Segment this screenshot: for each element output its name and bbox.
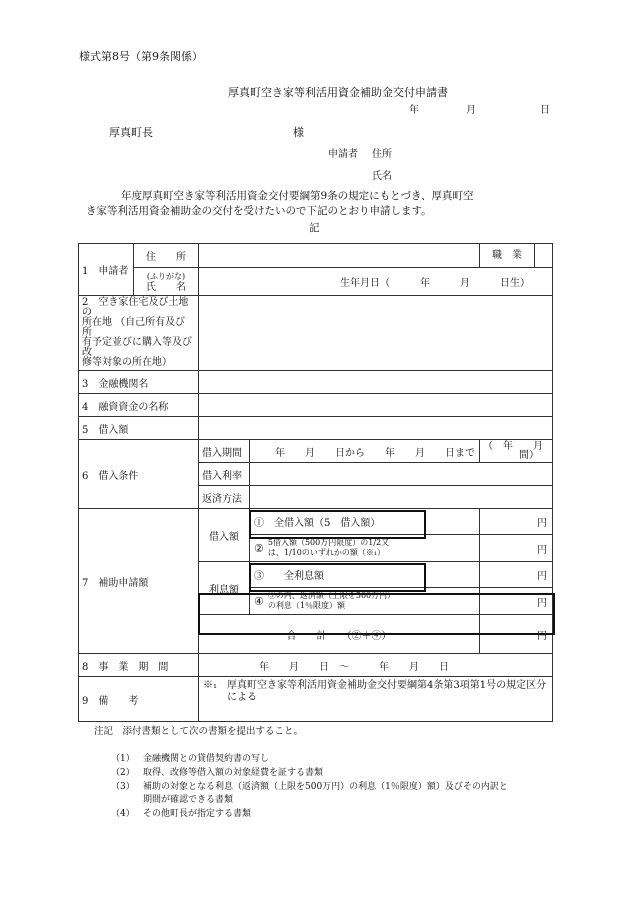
row4-label: 4 融資資金の名称	[79, 394, 199, 417]
note1-num: （1）	[111, 754, 135, 764]
application-table	[78, 243, 553, 722]
notes-intro: 注記 添付書類として次の書類を提出すること。	[94, 726, 304, 737]
item4-bold-box	[249, 563, 426, 592]
addressee: 厚真町長	[109, 126, 153, 139]
row7-item2-num: ②	[254, 541, 264, 555]
row7-loan-label: 借入額	[199, 509, 250, 562]
note3-num: （3）	[111, 782, 135, 792]
item2-bold-box	[249, 510, 426, 539]
applicant-label: 申請者	[328, 149, 358, 160]
row7-item1-label: ① 全借入額（5 借入額）	[250, 509, 480, 535]
row4-loan-name-field[interactable]	[199, 394, 553, 417]
row6-repay-field[interactable]	[250, 486, 553, 509]
row1-birthdate[interactable]: 生年月日（ 年 月 日生）	[199, 268, 553, 296]
row6-rate-field[interactable]	[250, 463, 553, 486]
row7-item3-label: ③ 全利息額	[250, 562, 480, 588]
name-label: 氏名	[372, 171, 392, 182]
total-bold-box	[198, 593, 555, 635]
row6-period-label: 借入期間	[199, 440, 250, 463]
row1-occupation-field[interactable]	[535, 244, 552, 267]
note2: 取得、改修等借入額の対象経費を証する書類	[143, 768, 324, 778]
row9-note: ※₁ 厚真町空き家等利活用資金補助金交付要綱第4条第3項第1号の規定区分 による	[199, 677, 553, 722]
row1-name-label: 氏 名	[146, 281, 186, 293]
row7-item1-yen[interactable]: 円	[480, 509, 553, 535]
row7-label: 7 補助申請額	[79, 509, 199, 654]
date-year: 年	[409, 105, 419, 116]
row7-total-label: 合 計 （②＋④）	[199, 615, 480, 654]
row7-item4-num: ④	[254, 594, 264, 608]
note2-num: （2）	[111, 768, 135, 778]
note3-line1: 補助の対象となる利息（返済額（上限を500万円）の利息（1％限度）額）及びその内訳と	[143, 782, 508, 792]
honorific: 様	[293, 126, 304, 139]
row6-repay-label: 返済方法	[199, 486, 250, 509]
note3-line2: 期間が確認できる書類	[143, 795, 234, 805]
row1-occupation-cell	[480, 244, 553, 268]
row6-rate-label: 借入利率	[199, 463, 250, 486]
row1-furigana: (ふりがな)	[146, 271, 186, 281]
date-day: 日	[540, 105, 550, 116]
row1-address-field[interactable]	[199, 244, 480, 268]
row2-location-field[interactable]	[199, 296, 553, 371]
row7-item3-yen[interactable]: 円	[480, 562, 553, 588]
row7-item2-label: ② 5借入額（500万円限度）の1/2又 は、1/10のいずれかの額（※₁）	[250, 535, 480, 562]
row2-label: 2 空き家住宅及び土地の 所在地 （自己所有及び所 有予定並びに購入等及び改 修等対象の所在地）	[79, 296, 199, 371]
row3-label: 3 金融機関名	[79, 371, 199, 394]
body-line-1: 年度厚真町空き家等利活用資金交付要綱第9条の規定にもとづき、厚真町空	[121, 190, 474, 202]
row7-item2-yen[interactable]: 円	[480, 535, 553, 562]
row6-period-note: （ 年 月 間）	[480, 440, 553, 463]
row1-address-label: 住 所	[134, 244, 199, 268]
body-line-2: き家等利活用資金補助金の交付を受けたいので下記のとおり申請します。	[86, 205, 432, 217]
row6-label: 6 借入条件	[79, 440, 199, 509]
row8-period-value[interactable]: 年 月 日 ～ 年 月 日	[199, 654, 553, 677]
row8-label: 8 事 業 期 間	[79, 654, 199, 677]
row7-item4-label: ④ ③の内、返済額（上限を500万円） の利息（1％限度）額	[250, 588, 480, 615]
row9-label: 9 備 考	[79, 677, 199, 722]
row3-bank-field[interactable]	[199, 371, 553, 394]
date-month: 月	[466, 105, 476, 116]
form-number: 様式第8号（第9条関係）	[79, 50, 203, 63]
note4: その他町長が指定する書類	[143, 809, 252, 819]
document-title: 厚真町空き家等利活用資金補助金交付申請書	[228, 86, 448, 99]
row5-loan-amount-field[interactable]	[199, 417, 553, 440]
ki-label: 記	[309, 222, 320, 234]
row1-occupation-label: 職 業	[480, 244, 535, 267]
row6-period-value[interactable]: 年 月 日から 年 月 日まで	[250, 440, 480, 463]
note1: 金融機関との貸借契約書の写し	[143, 754, 270, 764]
row7-item4-yen[interactable]: 円	[480, 588, 553, 615]
row7-interest-label: 利息額	[199, 562, 250, 615]
note4-num: （4）	[111, 809, 135, 819]
row7-total-yen[interactable]: 円	[480, 615, 553, 654]
address-label: 住所	[372, 149, 392, 160]
row1-label: 1 申請者	[79, 244, 134, 296]
row5-label: 5 借入額	[79, 417, 199, 440]
